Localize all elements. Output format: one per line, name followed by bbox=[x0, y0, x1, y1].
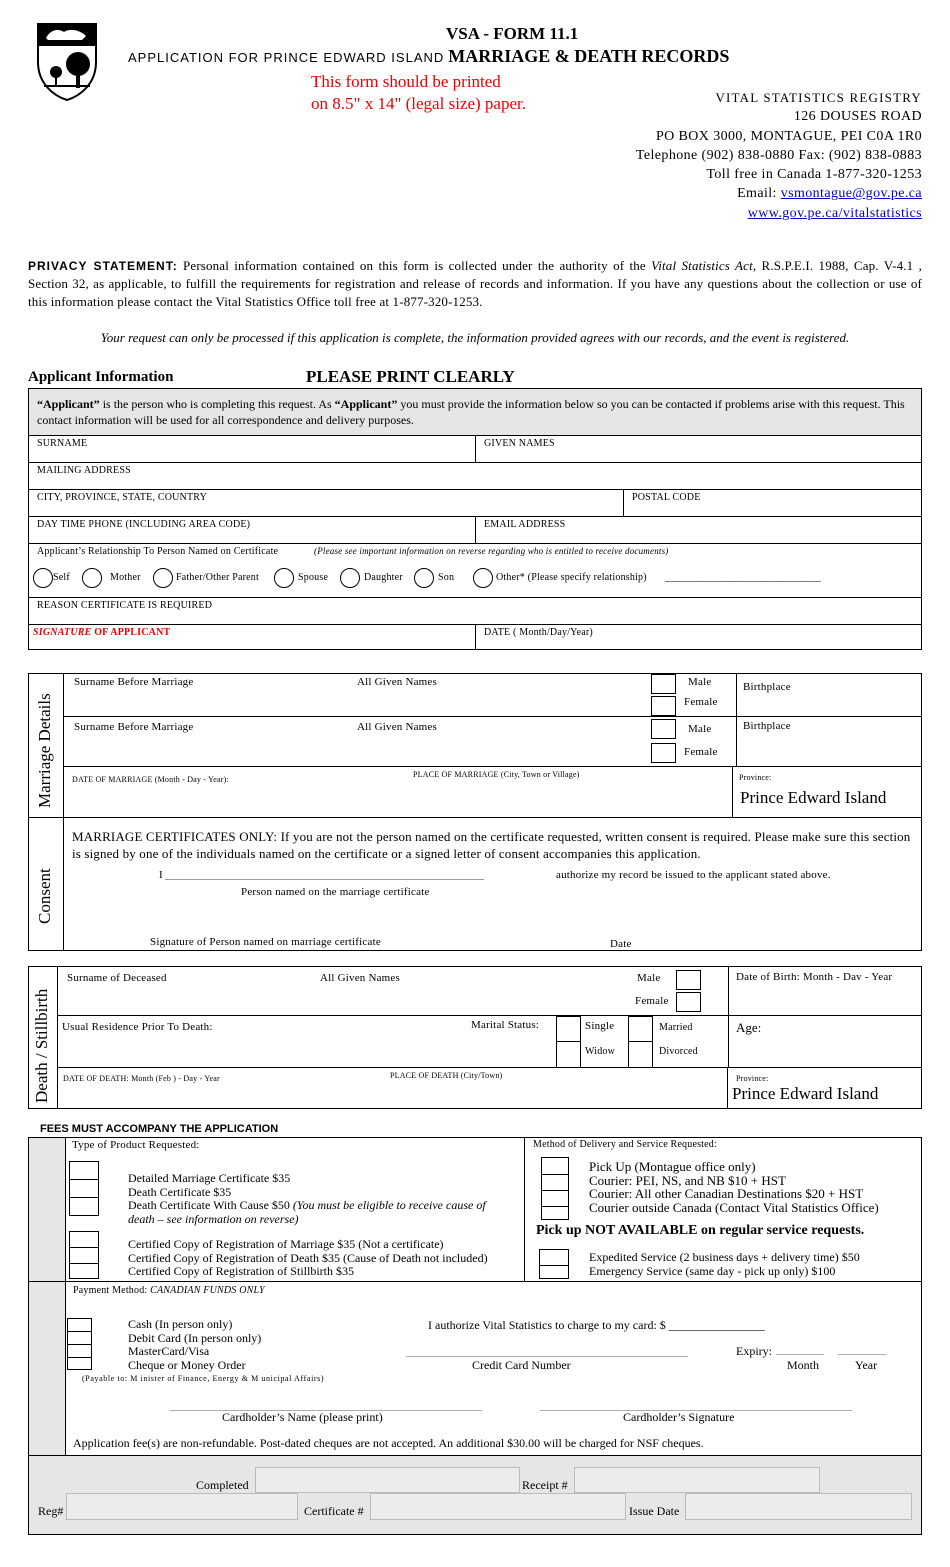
intro-bold-2: “Applicant” bbox=[334, 397, 398, 411]
death-province-label: Province: bbox=[736, 1074, 769, 1083]
payment-label-it: CANADIAN FUNDS ONLY bbox=[150, 1285, 265, 1296]
single-label: Single bbox=[585, 1020, 615, 1032]
delivery-label: Method of Delivery and Service Requested: bbox=[533, 1139, 717, 1150]
marital-status-label: Marital Status: bbox=[471, 1019, 540, 1031]
consent-box bbox=[63, 817, 922, 951]
self-radio[interactable] bbox=[33, 568, 53, 588]
debit-checkbox[interactable] bbox=[67, 1331, 92, 1345]
certificate-label: Certificate # bbox=[304, 1504, 364, 1518]
applicant-date-label: DATE ( Month/Day/Year) bbox=[484, 627, 593, 638]
courier-canada-checkbox[interactable] bbox=[541, 1190, 569, 1207]
expiry-label: Expiry: bbox=[736, 1344, 772, 1358]
mailing-address-label: MAILING ADDRESS bbox=[37, 465, 131, 476]
applicant-signature-field[interactable] bbox=[28, 624, 476, 650]
place-of-marriage-label: PLACE OF MARRIAGE (City, Town or Village) bbox=[413, 770, 580, 779]
marriage-cert-checkbox[interactable] bbox=[69, 1161, 99, 1180]
consent-authorize: authorize my record be issued to the applicant stated above. bbox=[556, 869, 831, 881]
delivery-box bbox=[524, 1137, 922, 1282]
birthplace-label-1: Birthplace bbox=[743, 681, 791, 693]
applicant-date-field[interactable] bbox=[475, 624, 922, 650]
father-label: Father/Other Parent bbox=[176, 572, 259, 583]
service-emergency: Emergency Service (same day - pick up only) $100 bbox=[589, 1263, 836, 1278]
card-number-label: Credit Card Number bbox=[472, 1358, 571, 1372]
widow-label: Widow bbox=[585, 1046, 616, 1057]
female-checkbox-1[interactable] bbox=[651, 696, 676, 716]
cardholder-sig-line[interactable]: ____________________________________________________ bbox=[540, 1398, 852, 1412]
residence-row[interactable] bbox=[57, 1015, 729, 1068]
receipt-label: Receipt # bbox=[522, 1478, 568, 1492]
male-label-2: Male bbox=[688, 723, 712, 735]
single-checkbox[interactable] bbox=[556, 1016, 581, 1042]
consent-signature-label: Signature of Person named on marriage certificate bbox=[150, 936, 381, 948]
registry-phone: Telephone (902) 838-0880 Fax: (902) 838-0883 bbox=[635, 147, 922, 163]
office-use-box bbox=[28, 1455, 922, 1535]
payment-label: Payment Method: bbox=[73, 1285, 151, 1296]
place-of-death-label: PLACE OF DEATH (City/Town) bbox=[390, 1071, 503, 1080]
method-credit: MasterCard/Visa bbox=[128, 1344, 210, 1358]
death-cause-checkbox[interactable] bbox=[69, 1197, 99, 1216]
expiry-month-line[interactable]: ________ bbox=[776, 1342, 824, 1356]
female-label-2: Female bbox=[684, 746, 718, 758]
authorize-charge[interactable]: I authorize Vital Statistics to charge to my card: $ ________________ bbox=[428, 1318, 765, 1332]
certificate-field[interactable] bbox=[370, 1493, 626, 1520]
other-label: Other* (Please specify relationship) bbox=[496, 572, 647, 583]
divorced-checkbox[interactable] bbox=[628, 1041, 653, 1068]
other-specify-line[interactable]: ______________________________ bbox=[665, 572, 821, 583]
death-male-checkbox[interactable] bbox=[676, 970, 701, 990]
dob-label: Date of Birth: Month - Dav - Year bbox=[736, 971, 893, 983]
method-debit: Debit Card (In person only) bbox=[128, 1330, 262, 1345]
pei-coat-of-arms-icon bbox=[36, 22, 98, 102]
delivery-pickup: Pick Up (Montague office only) bbox=[589, 1159, 756, 1174]
son-label: Son bbox=[438, 572, 455, 583]
product-type-label: Type of Product Requested: bbox=[72, 1139, 200, 1151]
married-checkbox[interactable] bbox=[628, 1016, 653, 1042]
registry-po-box: PO BOX 3000, MONTAGUE, PEI C0A 1R0 bbox=[655, 128, 922, 144]
delivery-international: Courier outside Canada (Contact Vital Statistics Office) bbox=[589, 1199, 879, 1215]
service-list bbox=[589, 1251, 860, 1278]
courier-international-checkbox[interactable] bbox=[541, 1206, 569, 1220]
female-checkbox-2[interactable] bbox=[651, 743, 676, 763]
reg-label: Reg# bbox=[38, 1504, 64, 1518]
email-link[interactable]: vsmontague@gov.pe.ca bbox=[780, 186, 922, 202]
card-number-line[interactable]: _______________________________________________ bbox=[406, 1344, 688, 1358]
death-province-value: Prince Edward Island bbox=[732, 1084, 879, 1103]
married-label: Married bbox=[659, 1022, 693, 1033]
registry-email-line bbox=[636, 184, 922, 203]
intro-text-2: you must provide the information below so you can be contacted if problems arise with this request. This contact information will be used for all correspondence and delivery purposes. bbox=[37, 397, 905, 427]
email-label: Email: bbox=[737, 186, 781, 202]
registry-tollfree: Toll free in Canada 1-877-320-1253 bbox=[706, 167, 922, 183]
phone-field[interactable] bbox=[28, 516, 476, 544]
deceased-name-row[interactable] bbox=[57, 966, 729, 1016]
issue-date-label: Issue Date bbox=[629, 1504, 680, 1518]
surname-before-label-1: Surname Before Marriage bbox=[74, 676, 194, 688]
father-radio[interactable] bbox=[153, 568, 173, 588]
signature-red: SIGNATURE bbox=[33, 627, 92, 638]
male-checkbox-1[interactable] bbox=[651, 674, 676, 694]
delivery-canada: Courier: All other Canadian Destinations $20 + HST bbox=[589, 1186, 864, 1201]
payment-box bbox=[65, 1281, 922, 1456]
product-reg-death: Certified Copy of Registration of Death $35 (Cause of Death not included) bbox=[128, 1250, 488, 1265]
relationship-row bbox=[28, 543, 922, 598]
reason-field[interactable] bbox=[28, 597, 922, 625]
surname-label: SURNAME bbox=[37, 438, 88, 449]
surname-before-label-2: Surname Before Marriage bbox=[74, 721, 194, 733]
product-list-a bbox=[128, 1172, 486, 1226]
registry-address bbox=[636, 88, 922, 223]
email-label: EMAIL ADDRESS bbox=[484, 519, 566, 530]
product-marriage-cert: Detailed Marriage Certificate $35 bbox=[128, 1171, 291, 1185]
method-cash: Cash (In person only) bbox=[128, 1317, 233, 1331]
male-checkbox-2[interactable] bbox=[651, 719, 676, 739]
privacy-text-b: , R.S.P.E.I. 1988, Cap. V-4.1 , Section 32, as applicable, to fulfill the requirements for registration and release of records and information. If you have any questions about the collection or use of this information please contact the Vital Statistics Office toll free at 1-877-320-1253. bbox=[28, 258, 922, 309]
cause-a: Death Certificate With Cause $50 bbox=[128, 1198, 293, 1212]
payable-note: (Payable to: M inister of Finance, Energy & M unicipal Affairs) bbox=[82, 1374, 325, 1383]
payment-left-band bbox=[28, 1281, 66, 1456]
date-of-marriage-label: DATE OF MARRIAGE (Month - Day - Year): bbox=[72, 775, 229, 784]
email-field[interactable] bbox=[475, 516, 922, 544]
birthplace-field-1[interactable] bbox=[736, 673, 922, 717]
death-cert-checkbox[interactable] bbox=[69, 1179, 99, 1198]
method-cheque: Cheque or Money Order bbox=[128, 1357, 246, 1372]
marriage-side-label: Marriage Details bbox=[35, 693, 54, 808]
mailing-address-field[interactable] bbox=[28, 462, 922, 490]
reg-marriage-checkbox[interactable] bbox=[69, 1231, 99, 1248]
completed-field[interactable] bbox=[255, 1467, 520, 1493]
intro-bold-1: “Applicant” bbox=[37, 397, 100, 411]
product-reg-marriage: Certified Copy of Registration of Marriage $35 (Not a certificate) bbox=[128, 1237, 444, 1251]
female-label-1: Female bbox=[684, 696, 718, 708]
applicant-heading: Applicant Information bbox=[28, 369, 174, 385]
privacy-title: PRIVACY STATEMENT: bbox=[28, 259, 178, 273]
reg-stillbirth-checkbox[interactable] bbox=[69, 1263, 99, 1279]
registry-street: 126 DOUSES ROAD bbox=[793, 109, 922, 125]
birthplace-label-2: Birthplace bbox=[743, 720, 791, 732]
phone-label: DAY TIME PHONE (INCLUDING AREA CODE) bbox=[37, 519, 251, 530]
courier-maritime-checkbox[interactable] bbox=[541, 1174, 569, 1191]
product-reg-stillbirth: Certified Copy of Registration of Stillbirth $35 bbox=[128, 1264, 354, 1278]
groom-name-row[interactable] bbox=[63, 673, 737, 717]
product-death-cause-cont bbox=[128, 1213, 486, 1227]
death-side-label: Death / Stillbirth bbox=[32, 988, 51, 1103]
daughter-radio[interactable] bbox=[340, 568, 360, 588]
registry-website-line bbox=[636, 204, 922, 223]
expedited-checkbox[interactable] bbox=[539, 1249, 569, 1266]
divorced-label: Divorced bbox=[659, 1046, 698, 1057]
print-note-2: on 8.5" x 14" (legal size) paper. bbox=[311, 94, 526, 113]
residence-label: Usual Residence Prior To Death: bbox=[62, 1021, 213, 1033]
receipt-field[interactable] bbox=[574, 1467, 820, 1493]
death-side bbox=[28, 966, 58, 1109]
death-female-checkbox[interactable] bbox=[676, 992, 701, 1012]
marriage-province-field bbox=[732, 766, 922, 818]
age-field[interactable] bbox=[728, 1015, 922, 1068]
pickup-checkbox[interactable] bbox=[541, 1157, 569, 1175]
privacy-statement bbox=[28, 257, 922, 311]
death-all-given-label: All Given Names bbox=[320, 972, 400, 984]
processing-notice: Your request can only be processed if this application is complete, the information provided agrees with our records, and the event is registered. bbox=[100, 330, 850, 345]
spouse-label: Spouse bbox=[298, 572, 329, 583]
cheque-checkbox[interactable] bbox=[67, 1357, 92, 1370]
subtitle-small: APPLICATION FOR PRINCE EDWARD ISLAND bbox=[128, 50, 445, 65]
given-names-field[interactable] bbox=[475, 435, 922, 463]
cause-b: (You must be eligible to receive cause of bbox=[292, 1198, 486, 1212]
non-refundable-note: Application fee(s) are non-refundable. Post-dated cheques are not accepted. An additional $30.00 will be charged for NSF cheques. bbox=[73, 1436, 704, 1450]
dob-field[interactable] bbox=[728, 966, 922, 1016]
year-label: Year bbox=[855, 1358, 878, 1372]
consent-side bbox=[28, 817, 64, 951]
delivery-list bbox=[589, 1160, 879, 1214]
completed-label: Completed bbox=[196, 1478, 249, 1492]
please-print-clearly: PLEASE PRINT CLEARLY bbox=[306, 367, 515, 386]
product-box bbox=[65, 1137, 525, 1282]
registry-name: VITAL STATISTICS REGISTRY bbox=[715, 90, 922, 105]
cash-checkbox[interactable] bbox=[67, 1318, 92, 1332]
issue-date-field[interactable] bbox=[685, 1493, 912, 1520]
given-names-label: GIVEN NAMES bbox=[484, 438, 555, 449]
cardholder-name-label: Cardholder’s Name (please print) bbox=[222, 1410, 383, 1424]
relationship-label: Applicant’s Relationship To Person Named on Certificate bbox=[37, 546, 279, 557]
intro-text-1: is the person who is completing this request. As bbox=[99, 397, 335, 411]
delivery-maritime: Courier: PEI, NS, and NB $10 + HST bbox=[589, 1172, 786, 1188]
cause-c: death – see information on reverse) bbox=[128, 1211, 299, 1226]
death-female-label: Female bbox=[635, 995, 669, 1007]
marriage-date-place-row[interactable] bbox=[63, 766, 733, 818]
mother-label: Mother bbox=[110, 572, 141, 583]
age-label: Age: bbox=[736, 1020, 762, 1035]
male-label-1: Male bbox=[688, 676, 712, 688]
signature-label bbox=[33, 627, 170, 638]
marriage-province-label: Province: bbox=[739, 773, 772, 782]
surname-field[interactable] bbox=[28, 435, 476, 463]
consent-person-named: Person named on the marriage certificate bbox=[241, 886, 430, 898]
marriage-province-value: Prince Edward Island bbox=[740, 788, 887, 807]
bride-name-row[interactable] bbox=[63, 716, 737, 767]
form-subtitle bbox=[128, 46, 729, 67]
daughter-label: Daughter bbox=[364, 572, 403, 583]
consent-name-line[interactable]: ________________________________________________________ bbox=[165, 869, 485, 881]
print-note-1: This form should be printed bbox=[311, 72, 501, 91]
privacy-text-a: Personal information contained on this form is collected under the authority of the bbox=[177, 258, 652, 273]
privacy-act: Vital Statistics Act bbox=[651, 258, 753, 273]
death-date-place-row[interactable] bbox=[57, 1067, 728, 1109]
cardholder-sig-label: Cardholder’s Signature bbox=[623, 1410, 735, 1424]
payment-method-label bbox=[73, 1285, 265, 1296]
date-of-death-label: DATE OF DEATH: Month (Feb ) - Day - Year bbox=[63, 1074, 220, 1083]
fees-heading: FEES MUST ACCOMPANY THE APPLICATION bbox=[40, 1123, 279, 1135]
service-expedited: Expedited Service (2 business days + delivery time) $50 bbox=[589, 1250, 860, 1264]
applicant-intro-box bbox=[28, 388, 922, 436]
reason-label: REASON CERTIFICATE IS REQUIRED bbox=[37, 600, 213, 611]
son-radio[interactable] bbox=[414, 568, 434, 588]
city-label: CITY, PROVINCE, STATE, COUNTRY bbox=[37, 492, 208, 503]
marriage-side bbox=[28, 673, 64, 818]
month-label: Month bbox=[787, 1358, 820, 1372]
consent-side-label: Consent bbox=[35, 868, 54, 924]
death-province-field bbox=[727, 1067, 922, 1109]
death-male-label: Male bbox=[637, 972, 661, 984]
postal-code-label: POSTAL CODE bbox=[632, 492, 701, 503]
city-field[interactable] bbox=[28, 489, 624, 517]
reg-death-checkbox[interactable] bbox=[69, 1247, 99, 1264]
form-id: VSA - FORM 11.1 bbox=[446, 24, 579, 43]
applicant-intro-text bbox=[37, 397, 913, 428]
birthplace-field-2[interactable] bbox=[736, 716, 922, 767]
product-list-b bbox=[128, 1238, 488, 1279]
consent-i: I bbox=[159, 869, 163, 881]
no-pickup-note: Pick up NOT AVAILABLE on regular service requests. bbox=[536, 1223, 865, 1238]
product-death-cause bbox=[128, 1199, 486, 1213]
reg-field[interactable] bbox=[66, 1493, 298, 1520]
fees-left-band bbox=[28, 1137, 66, 1282]
mother-radio[interactable] bbox=[82, 568, 102, 588]
all-given-label-2: All Given Names bbox=[357, 721, 437, 733]
website-link[interactable]: www.gov.pe.ca/vitalstatistics bbox=[747, 205, 922, 221]
expiry-year-line[interactable]: ________ bbox=[838, 1342, 886, 1356]
consent-text: MARRIAGE CERTIFICATES ONLY: If you are not the person named on the certificate requested, written consent is required. Please make sure this section is signed by one of the individuals named on the certificate or a signed letter of consent accompanies this application. bbox=[72, 829, 911, 861]
emergency-checkbox[interactable] bbox=[539, 1265, 569, 1279]
credit-checkbox[interactable] bbox=[67, 1344, 92, 1358]
postal-code-field[interactable] bbox=[623, 489, 922, 517]
subtitle-bold: MARRIAGE & DEATH RECORDS bbox=[448, 46, 730, 66]
surname-deceased-label: Surname of Deceased bbox=[67, 972, 167, 984]
other-radio[interactable] bbox=[473, 568, 493, 588]
spouse-radio[interactable] bbox=[274, 568, 294, 588]
consent-date-label: Date bbox=[610, 938, 632, 950]
cardholder-name-line[interactable]: ____________________________________________________ bbox=[170, 1398, 482, 1412]
relationship-note: (Please see important information on reverse regarding who is entitled to receive documents) bbox=[314, 546, 669, 556]
self-label: Self bbox=[53, 572, 70, 583]
product-death-cert: Death Certificate $35 bbox=[128, 1184, 232, 1199]
payment-methods-list bbox=[128, 1318, 261, 1372]
all-given-label-1: All Given Names bbox=[357, 676, 437, 688]
signature-rest: OF APPLICANT bbox=[91, 627, 171, 638]
widow-checkbox[interactable] bbox=[556, 1041, 581, 1068]
